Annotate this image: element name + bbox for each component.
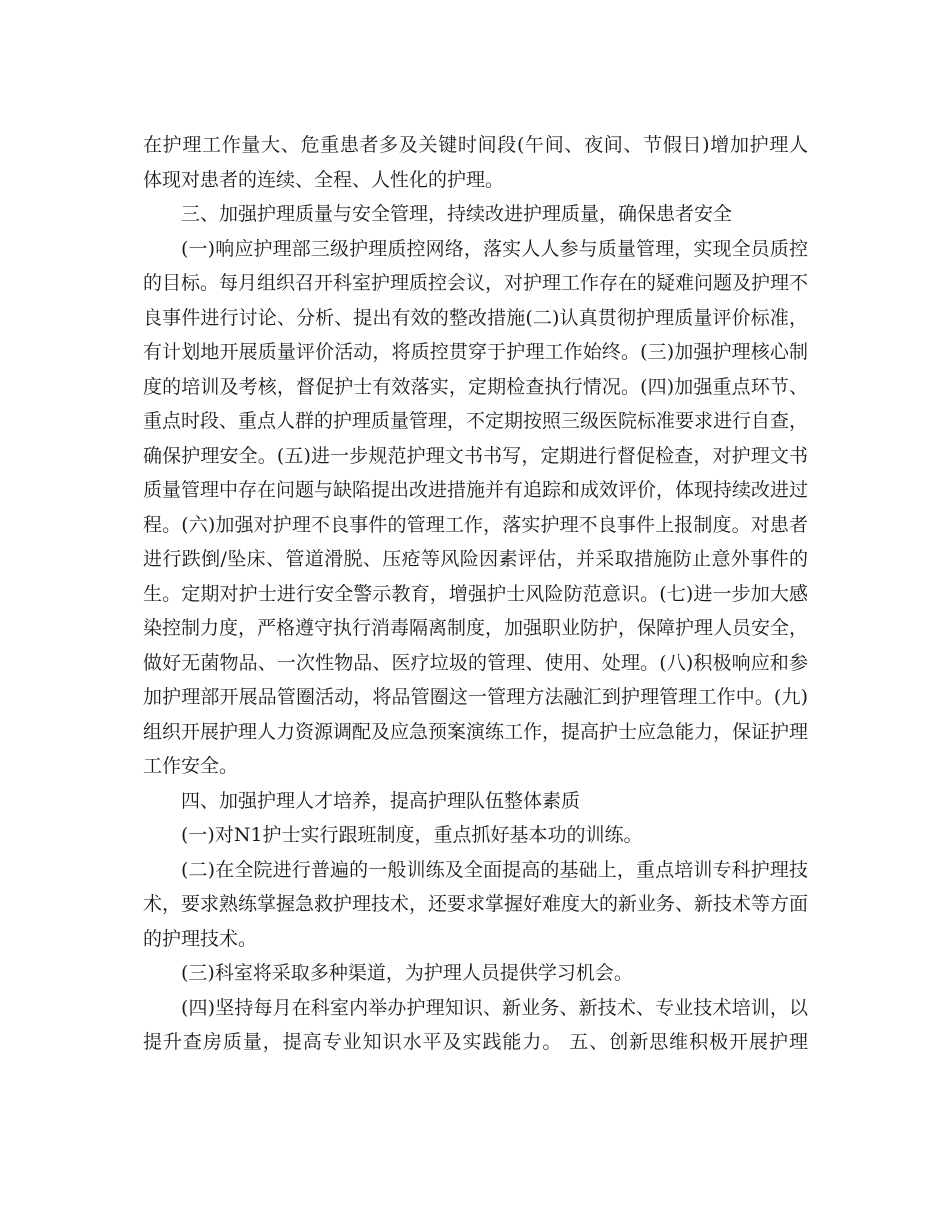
- text-line: 三、加强护理质量与安全管理，持续改进护理质量，确保患者安全: [181, 203, 733, 225]
- text-line: (一)响应护理部三级护理质控网络，落实人人参与质量管理，实现全员质控: [181, 237, 808, 260]
- text-line: 染控制力度，严格遵守执行消毒隔离制度，加强职业防护，保障护理人员安全，: [143, 617, 808, 639]
- text-line: 工作安全。: [143, 755, 239, 777]
- text-line: 提升查房质量，提高专业知识水平及实践能力。 五、创新思维积极开展护理: [143, 1031, 808, 1053]
- text-line: 术，要求熟练掌握急救护理技术，还要求掌握好难度大的新业务、新技术等方面: [143, 893, 808, 915]
- text-line: 在护理工作量大、危重患者多及关键时间段(午间、夜间、节假日)增加护理人: [143, 134, 808, 156]
- text-line: 进行跌倒/坠床、管道滑脱、压疮等风险因素评估，并采取措施防止意外事件的: [143, 548, 808, 570]
- text-line: 组织开展护理人力资源调配及应急预案演练工作，提高护士应急能力，保证护理: [143, 720, 808, 743]
- text-line: (一)对N1护士实行跟班制度，重点抓好基本功的训练。: [181, 824, 643, 846]
- text-line: 四、加强护理人才培养，提高护理队伍整体素质: [181, 789, 581, 812]
- text-line: 良事件进行讨论、分析、提出有效的整改措施(二)认真贯彻护理质量评价标准，: [143, 306, 808, 329]
- text-line: 的护理技术。: [143, 927, 258, 950]
- text-line: (三)科室将采取多种渠道，为护理人员提供学习机会。: [181, 962, 633, 984]
- text-line: 度的培训及考核，督促护士有效落实，定期检查执行情况。(四)加强重点环节、: [143, 375, 808, 398]
- text-line: 做好无菌物品、一次性物品、医疗垃圾的管理、使用、处理。(八)积极响应和参: [143, 651, 808, 674]
- text-line: (四)坚持每月在科室内举办护理知识、新业务、新技术、专业技术培训，以: [181, 996, 808, 1019]
- text-line: 质量管理中存在问题与缺陷提出改进措施并有追踪和成效评价，体现持续改进过: [143, 479, 808, 501]
- text-line: (二)在全院进行普遍的一般训练及全面提高的基础上，重点培训专科护理技: [181, 858, 808, 881]
- text-line: 重点时段、重点人群的护理质量管理，不定期按照三级医院标准要求进行自查，: [143, 410, 808, 432]
- text-line: 程。(六)加强对护理不良事件的管理工作，落实护理不良事件上报制度。对患者: [143, 513, 808, 536]
- text-line: 有计划地开展质量评价活动，将质控贯穿于护理工作始终。(三)加强护理核心制: [143, 341, 808, 363]
- text-line: 生。定期对护士进行安全警示教育，增强护士风险防范意识。(七)进一步加大感: [143, 582, 808, 605]
- text-line: 确保护理安全。(五)进一步规范护理文书书写，定期进行督促检查，对护理文书: [143, 444, 808, 467]
- text-line: 的目标。每月组织召开科室护理质控会议，对护理工作存在的疑难问题及护理不: [143, 272, 808, 294]
- document-body: [143, 128, 808, 1060]
- text-line: 加护理部开展品管圈活动，将品管圈这一管理方法融汇到护理管理工作中。(九): [143, 686, 808, 708]
- text-line: 体现对患者的连续、全程、人性化的护理。: [143, 168, 505, 191]
